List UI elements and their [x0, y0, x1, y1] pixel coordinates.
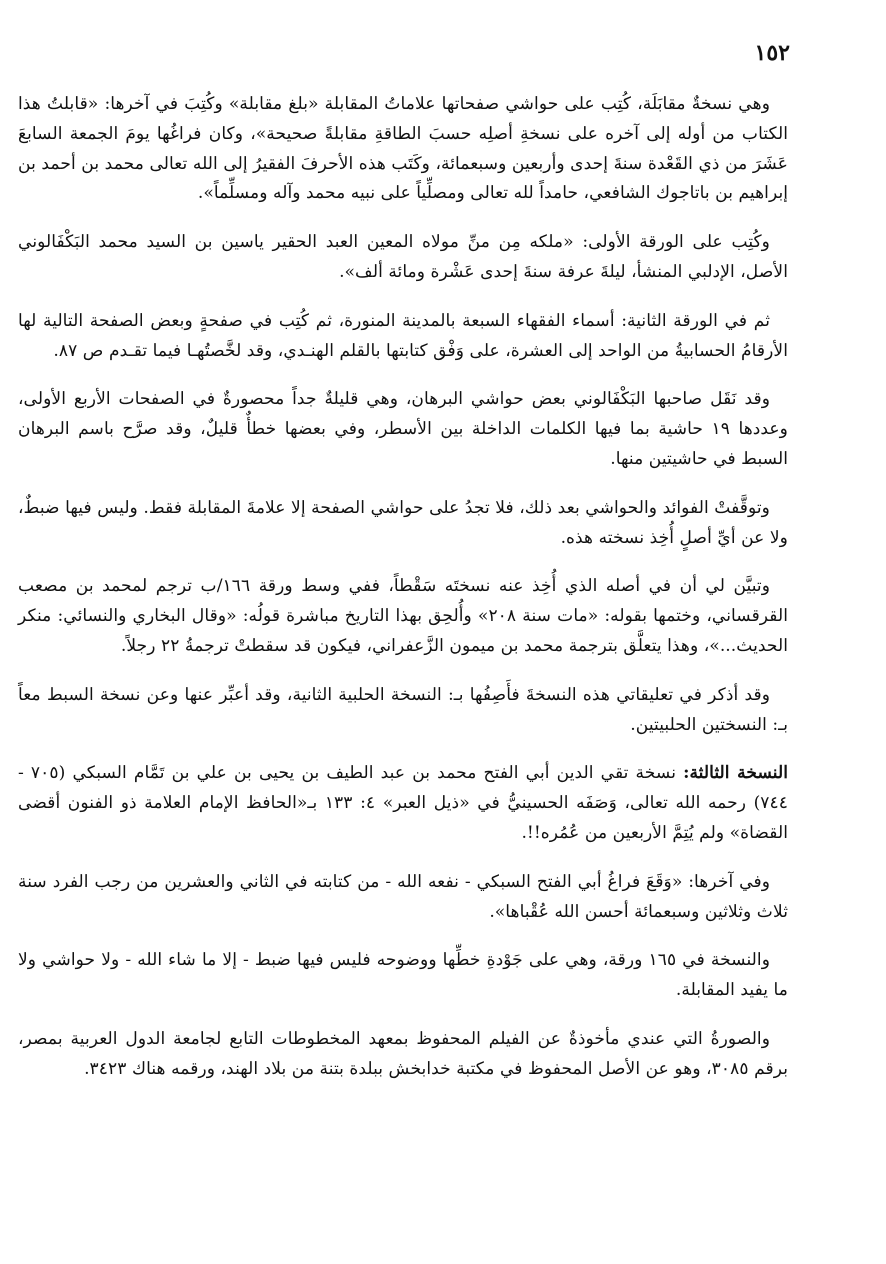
paragraph-2: وكُتِب على الورقة الأولى: «ملكه مِن منِّ مولاه المعين العبد الحقير ياسين بن السيد محمد البَكْفَالوني الأصل، الإدلبي المنشأ، ليلةَ عرفة سنةَ إحدى عَشْرة ومائة ألف».	[18, 232, 788, 282]
paragraph-11: والصورةُ التي عندي مأخوذةٌ عن الفيلم المحفوظ بمعهد المخطوطات التابع لجامعة الدول العربية بمصر، برقم ٣٠٨٥، وهو عن الأصل المحفوظ في مكتبة خدابخش ببلدة بتنة من بلاد الهند، ورقمه هناك ٣٤٢٣.	[18, 1028, 788, 1079]
paragraph-9: وفي آخرها: «وَقَعَ فراغُ أبي الفتح السبكي - نفعه الله - من كتابته في الثاني والعشرين من رجب الفرد سنة ثلاث وثلاثين وسبعمائة أحسن الله عُقْباها».	[18, 871, 788, 922]
paragraph-4: وقد نَقَل صاحبها البَكْفَالوني بعض حواشي البرهان، وهي قليلةٌ جداً محصورةٌ في الصفحات الأربع الأولى، وعددها ١٩ حاشية بما فيها الكلمات الداخلة بين الأسطر، وفي بعضها خطأٌ قليلٌ، وقد صرَّح باسم البرهان السبط في حاشيتين منها.	[18, 389, 788, 469]
paragraph-7: وقد أذكر في تعليقاتي هذه النسخةَ فأَصِفُها بـ: النسخة الحلبية الثانية، وقد أعبِّر عنها وعن نسخة السبط معاً بـ: النسختين الحلبيتين.	[18, 684, 788, 735]
paragraph-6: وتبيَّن لي أن في أصله الذي أُخِذ عنه نسختَه سَقْطاً، ففي وسط ورقة ١٦٦/ب ترجم لمحمد بن مصعب القرقساني، وختمها بقوله: «مات سنة ٢٠٨» وأُلحِق بهذا التاريخ مباشرة قولُه: «وقال البخاري والنسائي: منكر الحديث...»، وهذا يتعلَّق بترجمة محمد بن ميمون الزَّعفراني، فيكون قد سقطتْ ترجمةُ ٢٢ رجلاً.	[18, 576, 789, 656]
paragraph-3: ثم في الورقة الثانية: أسماء الفقهاء السبعة بالمدينة المنورة، ثم كُتِب في صفحةٍ وبعض الصفحة التالية لها الأرقامُ الحسابيةُ من الواحد إلى العشرة، على وَفْق كتابتها بالقلم الهنـدي، وقد لخَّصتُهـا فيما تقـدم ص ٨٧.	[18, 310, 788, 361]
paragraph-1: وهي نسخةٌ مقابَلَة، كُتِب على حواشي صفحاتها علاماتُ المقابلة «بلغ مقابلة» وكُتِبَ في آخرها: «قابلتُ هذا الكتاب من أوله إلى آخره على نسخةِ أصلِه حسبَ الطاقةِ مقابلةً صحيحة»، وكان فراغُها يومَ الجمعة السابعَ عَشَرَ من ذي القَعْدة سنةَ إحدى وأربعين وسبعمائة، وكَتَب هذه الأحرفَ الفقيرُ إلى الله تعالى محمد بن أحمد بن إبراهيم بن باتاجوك الشافعي، حامداً لله تعالى ومصلِّياً على نبيه محمد وآله ومسلِّماً».	[18, 94, 788, 204]
paragraph-10: والنسخة في ١٦٥ ورقة، وهي على جَوْدةِ خطِّها ووضوحه فليس فيها ضبط - إلا ما شاء الله - ولا حواشي ولا ما يفيد المقابلة.	[18, 950, 788, 1001]
paragraph-8	[18, 759, 788, 848]
paragraph-8-heading: النسخة الثالثة:	[683, 763, 788, 784]
paragraph-5: وتوقَّفتْ الفوائد والحواشي بعد ذلك، فلا تجدُ على حواشي الصفحة إلا علامةَ المقابلة فقط. وليس فيها ضبطٌ، ولا عن أيِّ أصلٍ أُخِذ نسخته هذه.	[18, 497, 788, 548]
paragraph-8-text: نسخة تقي الدين أبي الفتح محمد بن عبد الطيف بن يحيى بن علي بن تَمَّام السبكي (٧٠٥ - ٧٤٤) رحمه الله تعالى، وَصَفَه الحسينيُّ في «ذيل العبر» ٤: ١٣٣ بـ«الحافظ الإمام العلامة ذو الفنون أقضى القضاة» ولم يُتِمَّ الأربعين من عُمُره!!.	[18, 763, 788, 843]
page-body-text	[18, 90, 788, 1104]
page-number: ١٥٢	[754, 40, 790, 66]
